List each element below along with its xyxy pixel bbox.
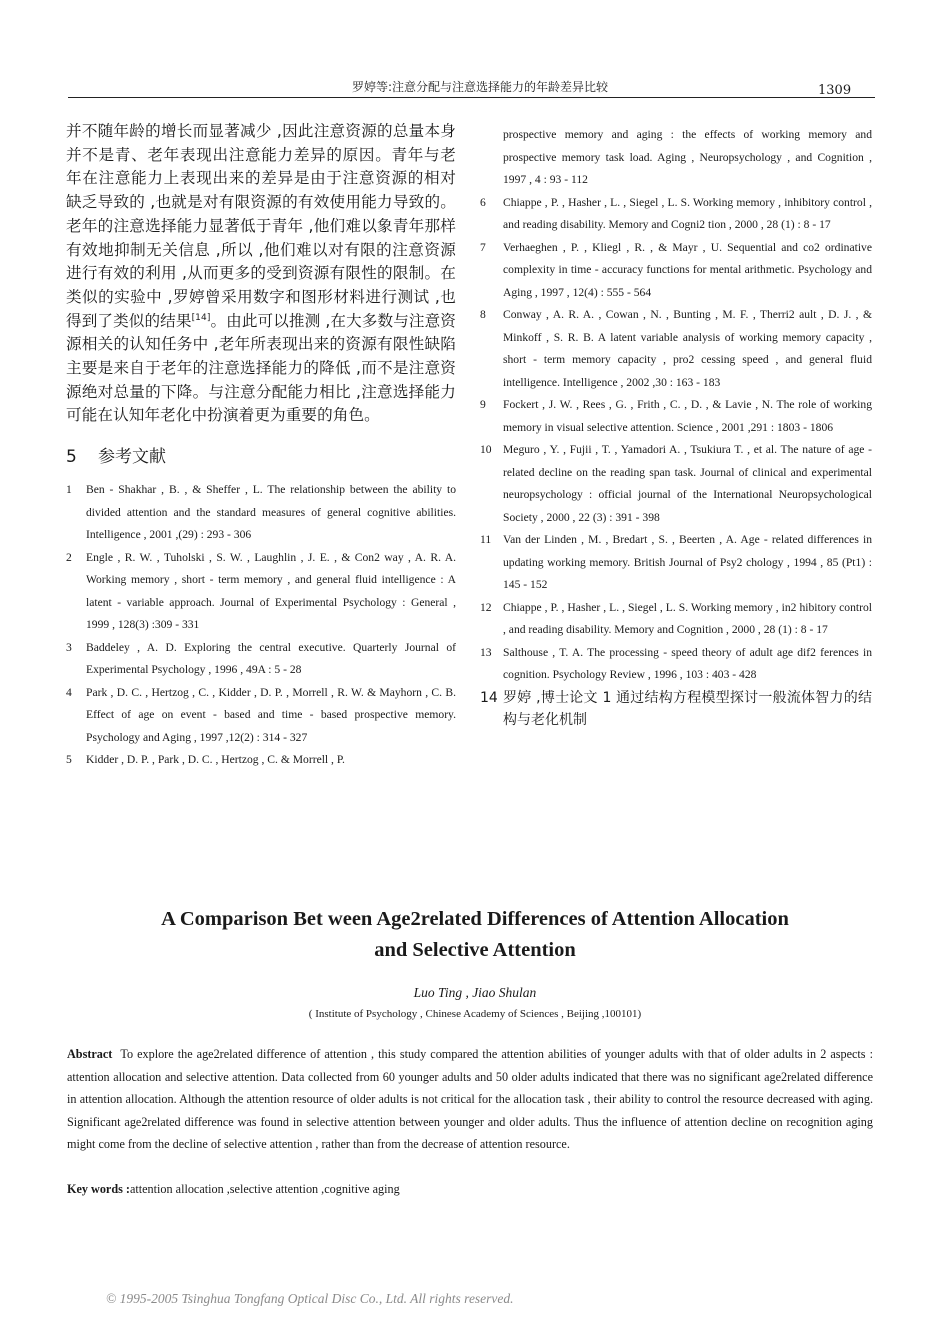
reference-item bbox=[480, 237, 872, 305]
abstract bbox=[67, 1043, 873, 1156]
reference-number: 7 bbox=[480, 240, 486, 254]
body-text-part2: 。由此可以推测 ,在大多数与注意资源相关的认知任务中 ,老年所表现出来的资源有限性缺陷主要是来自于老年的注意选择能力的降低 ,而不是注意资源绝对总量的下降。与注意分配能力相比 ,注意选择能力可能在认知年老化中扮演着更为重要的角色。 bbox=[66, 311, 456, 425]
keywords bbox=[67, 1178, 873, 1200]
citation-superscript: [14] bbox=[191, 312, 211, 323]
reference-item bbox=[66, 682, 456, 750]
reference-number: 10 bbox=[480, 443, 492, 456]
reference-text: Meguro , Y. , Fujii , T. , Yamadori A. , Tsukiura T. , et al. The nature of age - related decline on the reading span task. Journal of clinical and experimental neuropsychology : official journal of the International Neuropsychological Society , 2000 , 22 (3) : 391 - 398 bbox=[503, 443, 872, 524]
reference-text: Baddeley , A. D. Exploring the central executive. Quarterly Journal of Experimental Psychology , 1996 , 49A : 5 - 28 bbox=[86, 640, 456, 677]
header-rule bbox=[68, 97, 875, 98]
reference-number: 6 bbox=[480, 195, 486, 209]
reference-number: 11 bbox=[480, 533, 492, 546]
reference-continuation: prospective memory and aging : the effects of working memory and prospective memory task load. Aging , Neuropsychology , and Cognition , 1997 , 4 : 93 - 112 bbox=[503, 128, 872, 186]
section-number: 5 bbox=[66, 447, 77, 468]
reference-item bbox=[480, 597, 872, 642]
reference-text: Van der Linden , M. , Bredart , S. , Beerten , A. Age - related differences in updating working memory. British Journal of Psy2 chology , 1994 , 85 (Pt1) : 145 - 152 bbox=[503, 533, 872, 591]
section-title-text: 参考文献 bbox=[98, 447, 166, 468]
reference-number: 3 bbox=[66, 640, 72, 654]
reference-number: 5 bbox=[66, 753, 72, 767]
reference-number: 12 bbox=[480, 600, 492, 614]
reference-text: 罗婷 ,博士论文 1 通过结构方程模型探讨一般流体智力的结构与老化机制 bbox=[503, 689, 872, 728]
english-title bbox=[80, 904, 870, 966]
reference-text: Fockert , J. W. , Rees , G. , Frith , C. , D. , & Lavie , N. The role of working memory in visual selective attention. Science , 2001 ,291 : 1803 - 1806 bbox=[503, 398, 872, 434]
reference-item bbox=[66, 547, 456, 637]
right-column bbox=[480, 124, 872, 731]
copyright-footer: © 1995-2005 Tsinghua Tongfang Optical Disc Co., Ltd. All rights reserved. bbox=[106, 1291, 514, 1306]
reference-item bbox=[66, 479, 456, 547]
reference-text: Ben - Shakhar , B. , & Sheffer , L. The relationship between the ability to divided attention and the standard measures of general cognitive abilities. Intelligence , 2001 ,(29) : 293 - 306 bbox=[86, 483, 456, 542]
affiliation: ( Institute of Psychology , Chinese Academy of Sciences , Beijing ,100101) bbox=[308, 1008, 642, 1020]
reference-item bbox=[480, 529, 872, 597]
reference-text: Engle , R. W. , Tuholski , S. W. , Laughlin , J. E. , & Con2 way , A. R. A. Working memory , short - term memory , and general fluid intelligence : A latent - variable approach. Journal of Experimental Psychology : General , 1999 , 128(3) :309 - 331 bbox=[86, 550, 456, 632]
reference-item bbox=[480, 687, 872, 731]
reference-text: Chiappe , P. , Hasher , L. , Siegel , L. S. Working memory , in2 hibitory control , and reading disability. Memory and Cognition , 2000 , 28 (1) : 8 - 17 bbox=[503, 600, 872, 636]
body-paragraph bbox=[66, 120, 456, 428]
reference-list-left bbox=[66, 479, 456, 772]
authors: Luo Ting , Jiao Shulan bbox=[413, 985, 537, 1000]
english-title-line1: A Comparison Bet ween Age2related Differences of Attention Allocation bbox=[161, 908, 789, 930]
reference-item bbox=[480, 642, 872, 687]
reference-number: 2 bbox=[66, 550, 72, 564]
body-text-part1: 并不随年龄的增长而显著减少 ,因此注意资源的总量本身并不是青、老年表现出注意能力差异的原因。青年与老年在注意能力上表现出来的差异是由于注意资源的相对缺乏导致的 ,也就是对有限资源的有效使用能力导致的。老年的注意选择能力显著低于青年 ,他们难以象青年那样有效地抑制无关信息 ,所以 ,他们难以对有限的注意资源进行有效的利用 ,从而更多的受到资源有限性的限制。在类似的实验中 ,罗婷曾采用数字和图形材料进行测试 ,也得到了类似的结果 bbox=[66, 122, 456, 330]
reference-item bbox=[480, 192, 872, 237]
abstract-label: Abstract bbox=[67, 1047, 113, 1061]
reference-text: Park , D. C. , Hertzog , C. , Kidder , D. P. , Morrell , R. W. & Mayhorn , C. B. Effect of age on event - based and time - based prospective memory. Psychology and Aging , 1997 ,12(2) : 314 - 327 bbox=[86, 685, 456, 744]
reference-number: 9 bbox=[480, 398, 486, 411]
reference-item bbox=[66, 637, 456, 682]
reference-text: Salthouse , T. A. The processing - speed theory of adult age dif2 ferences in cognition. Psychology Review , 1996 , 103 : 403 - 428 bbox=[503, 645, 872, 681]
reference-text: Chiappe , P. , Hasher , L. , Siegel , L. S. Working memory , inhibitory control , and reading disability. Memory and Cogni2 tion , 2000 , 28 (1) : 8 - 17 bbox=[503, 195, 872, 231]
reference-number: 14 bbox=[480, 689, 498, 706]
page-number: 1309 bbox=[818, 83, 852, 98]
reference-text: Conway , A. R. A. , Cowan , N. , Bunting , M. F. , Therri2 ault , D. J. , & Minkoff , S. R. B. A latent variable analysis of working memory capacity , short - term memory capacity , pro2 cessing speed , and general fluid intelligence. Intelligence , 2002 ,30 : 163 - 183 bbox=[503, 308, 872, 389]
reference-number: 13 bbox=[480, 645, 492, 659]
reference-number: 4 bbox=[66, 685, 72, 699]
reference-item bbox=[480, 304, 872, 394]
left-column bbox=[66, 120, 456, 772]
abstract-text: To explore the age2related difference of attention , this study compared the attention abilities of younger adults with that of older adults in 2 aspects : attention allocation and selective attention. Data collected from 60 younger adults and 50 older adults indicated that there was no significant age2related difference in attention allocation. Although the attention resource of older adults is not critical for the allocation task , their ability to control the resource decreased with aging. Significant age2related difference was found in selective attention between younger and older adults. Thus the influence of attention decline on recognition aging might come from the decline of selective attention , rather than from the decrease of attention resource. bbox=[67, 1047, 873, 1152]
reference-text: Kidder , D. P. , Park , D. C. , Hertzog , C. & Morrell , P. bbox=[86, 753, 345, 767]
reference-list-right bbox=[480, 192, 872, 731]
reference-number: 8 bbox=[480, 308, 486, 321]
english-title-line2: and Selective Attention bbox=[374, 939, 576, 961]
reference-item bbox=[66, 749, 456, 772]
reference-item bbox=[480, 394, 872, 439]
references-heading bbox=[66, 442, 456, 467]
keywords-label: Key words : bbox=[67, 1182, 130, 1196]
reference-text: Verhaeghen , P. , Kliegl , R. , & Mayr , U. Sequential and co2 ordinative complexity in time - accuracy functions for mental arithmetic. Psychology and Aging , 1997 , 12(4) : 555 - 564 bbox=[503, 240, 872, 299]
reference-item bbox=[480, 439, 872, 529]
running-title: 罗婷等:注意分配与注意选择能力的年龄差异比较 bbox=[351, 80, 609, 94]
reference-number: 1 bbox=[66, 483, 72, 497]
keywords-text: attention allocation ,selective attention ,cognitive aging bbox=[129, 1182, 400, 1196]
